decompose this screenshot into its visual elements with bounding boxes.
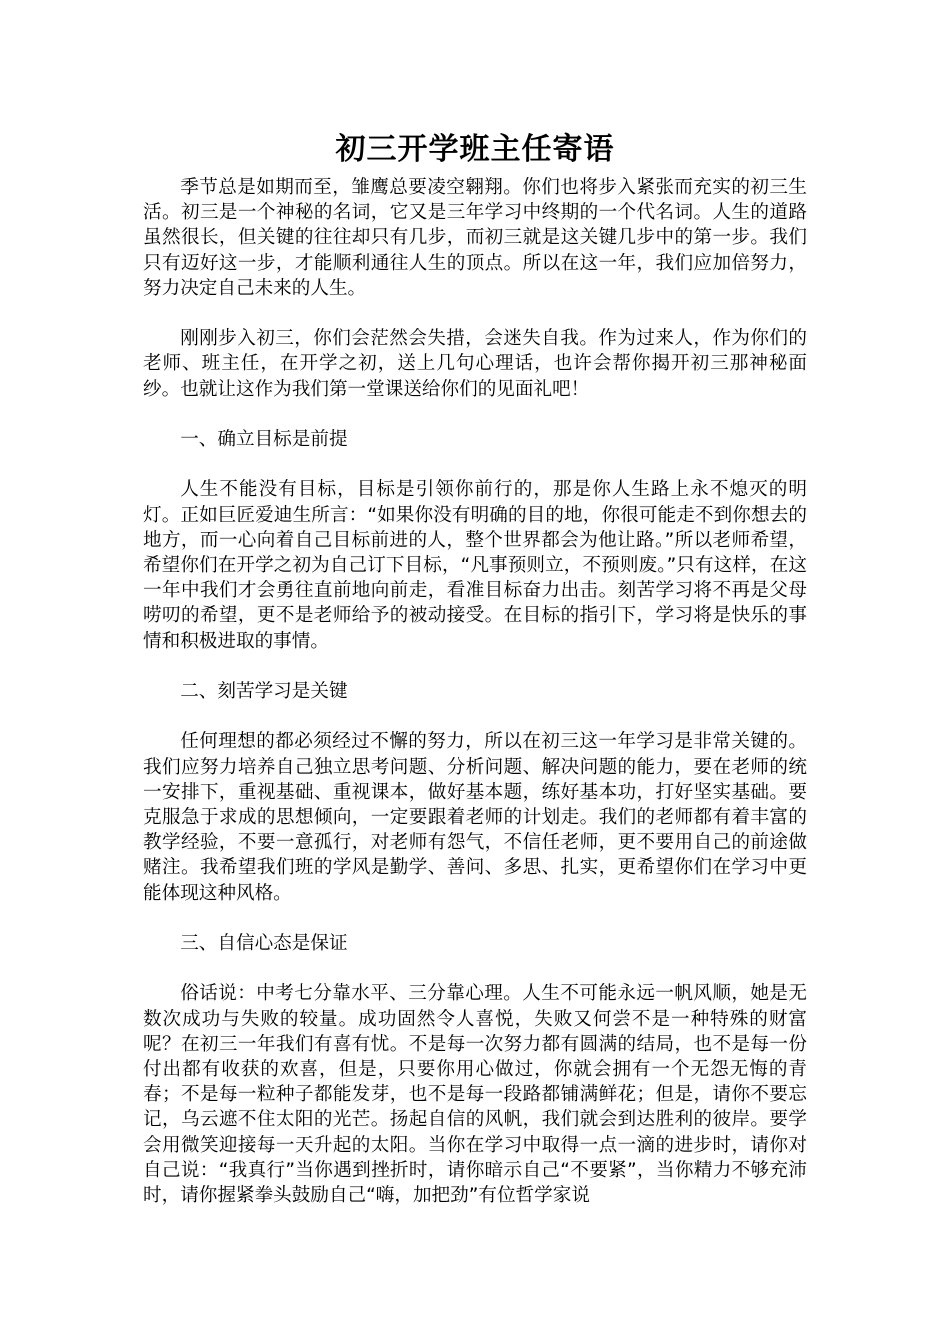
- paragraph-confidence: 俗话说：中考七分靠水平、三分靠心理。人生不可能永远一帆风顺，她是无数次成功与失败的较量。成功固然令人喜悦，失败又何尝不是一种特殊的财富呢？在初三一年我们有喜有忧。不是每一次努力都有圆满的结局，也不是每一份付出都有收获的欢喜，但是，只要你用心做过，你就会拥有一个无怨无悔的青春；不是每一粒种子都能发芽，也不是每一段路都铺满鲜花；但是，请你不要忘记，乌云遮不住太阳的光芒。扬起自信的风帆，我们就会到达胜利的彼岸。要学会用微笑迎接每一天升起的太阳。当你在学习中取得一点一滴的进步时，请你对自己说：“我真行”当你遇到挫折时，请你暗示自己“不要紧”，当你精力不够充沛时，请你握紧拳头鼓励自己“嗨，加把劲”有位哲学家说: [143, 983, 807, 1207]
- section-heading-3: 三、自信心态是保证: [180, 933, 348, 954]
- section-heading-1: 一、确立目标是前提: [180, 429, 348, 450]
- paragraph-study: 任何理想的都必须经过不懈的努力，所以在初三这一年学习是非常关键的。我们应努力培养自己独立思考问题、分析问题、解决问题的能力，要在老师的统一安排下，重视基础、重视课本，做好基本题，练好基本功，打好坚实基础。要克服急于求成的思想倾向，一定要跟着老师的计划走。我们的老师都有着丰富的教学经验，不要一意孤行，对老师有怨气，不信任老师，更不要用自己的前途做赌注。我希望我们班的学风是勤学、善问、多思、扎实，更希望你们在学习中更能体现这种风格。: [143, 731, 807, 904]
- paragraph-gap: [143, 452, 807, 477]
- paragraph-gap: [143, 402, 807, 427]
- paragraph-gap: [143, 654, 807, 679]
- section-heading-2: 二、刻苦学习是关键: [180, 681, 348, 702]
- document-body: [143, 175, 807, 1208]
- paragraph-greeting: 刚刚步入初三，你们会茫然会失措，会迷失自我。作为过来人，作为你们的老师、班主任，在开学之初，送上几句心理话，也许会帮你揭开初三那神秘面纱。也就让这作为我们第一堂课送给你们的见面礼吧！: [143, 328, 807, 400]
- paragraph-intro: 季节总是如期而至，雏鹰总要凌空翱翔。你们也将步入紧张而充实的初三生活。初三是一个神秘的名词，它又是三年学习中终期的一个代名词。人生的道路虽然很长，但关键的往往却只有几步，而初三就是这关键几步中的第一步。我们只有迈好这一步，才能顺利通往人生的顶点。所以在这一年，我们应加倍努力，努力决定自己未来的人生。: [143, 177, 807, 299]
- paragraph-gap: [143, 704, 807, 729]
- document-title: 初三开学班主任寄语: [335, 132, 615, 167]
- paragraph-gap: [143, 301, 807, 326]
- paragraph-gap: [143, 956, 807, 981]
- paragraph-goals: 人生不能没有目标，目标是引领你前行的，那是你人生路上永不熄灭的明灯。正如巨匠爱迪生所言：“如果你没有明确的目的地，你很可能走不到你想去的地方，而一心向着自己目标前进的人，整个世界都会为他让路。”所以老师希望，希望你们在开学之初为自己订下目标，“凡事预则立，不预则废。”只有这样，在这一年中我们才会勇往直前地向前走，看准目标奋力出击。刻苦学习将不再是父母唠叨的希望，更不是老师给予的被动接受。在目标的指引下，学习将是快乐的事情和积极进取的事情。: [143, 479, 807, 652]
- paragraph-gap: [143, 906, 807, 931]
